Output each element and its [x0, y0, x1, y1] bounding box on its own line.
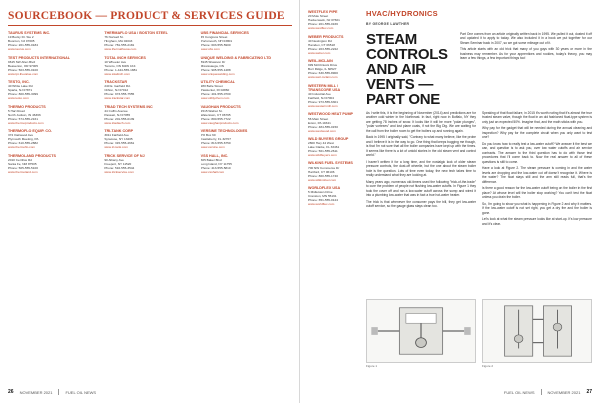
company-detail: Cranston, MN 55191 [308, 194, 337, 199]
company-website-link[interactable]: www.totalinch.com [104, 71, 130, 76]
company-detail: 9615 SW Allen Blvd [8, 59, 36, 64]
company-detail: Phone: 651-555-0124 [308, 198, 338, 203]
company-detail: Phone: 315-555-4661 [104, 141, 135, 146]
paragraph-13: So, I'm going to show you what is happening in Figure 2 and why it matters. If the low-water cutoff is not set right, you get a dry fire and the boiler is gone. [482, 201, 592, 215]
article-top [366, 32, 592, 107]
body-column-2 [482, 111, 592, 291]
company-name: THERMO PRODUCTS [8, 104, 46, 109]
company-website-link[interactable]: www.tri-tank.com [104, 145, 128, 150]
byline: BY GEORGE LAWTHER [366, 22, 410, 26]
company-detail: Freeport, NY 11520 [104, 161, 132, 166]
company-website-link[interactable]: www.vaughanproducts.com [200, 120, 239, 125]
company-website-link[interactable]: www.worldflex.com [308, 202, 335, 207]
company-detail: 40 White Lake Rd [8, 84, 33, 89]
directory-columns [8, 31, 292, 371]
company-detail: Phone: 781-555-2181 [104, 43, 135, 48]
figure-1-caption: Figure 1 [366, 364, 378, 368]
directory-entry [8, 105, 99, 126]
company-detail: Hamden, CT 06518 [308, 42, 335, 47]
company-detail: Long Island, NY 11755 [200, 161, 232, 166]
company-name: WESTFLEX PIPE [308, 10, 338, 14]
footer-date-right: NOVEMBER 2021 [547, 389, 581, 395]
company-name: TAURUS SYSTEMS INC. [8, 31, 51, 35]
company-name: TRI-TANK CORP [104, 129, 134, 133]
figures [366, 295, 592, 368]
company-name: TEST PRODUCTS INTERNATIONAL [8, 55, 71, 60]
company-detail: Burr Ridge, IL 60527 [308, 67, 337, 72]
company-detail: Toronto, ON M2W 1K4 [104, 63, 136, 68]
company-website-link[interactable]: www.tpi-thevalue.com [8, 71, 39, 76]
directory-entry [201, 80, 292, 101]
company-detail: 240 E. Garfield Rd. [104, 84, 131, 89]
company-detail: Phone: 973-555-6301 [308, 100, 338, 105]
company-website-link[interactable]: www.trickservice.com [104, 169, 134, 174]
page-number-left: 26 [8, 389, 14, 395]
company-detail: Phone: 800-555-7722 [200, 116, 231, 121]
company-website-link[interactable]: www.wilkinsfuel.com [308, 177, 337, 182]
right-page [300, 0, 600, 403]
company-website-link[interactable]: www.vsshall.com [200, 169, 225, 174]
paragraph-8: Speaking of that float failure, in 2015 it's worth noting that it's almost the true trusted steam valve, though the float in an old fashioned float-type system is only just an expected 50%. Imagine that, and the math sticks with you. [482, 111, 592, 124]
company-detail: 305 Baker Blvd [200, 157, 222, 162]
company-name: TRACKSTAR [104, 80, 127, 84]
company-website-link[interactable]: www.ubs.com [200, 47, 220, 52]
footer-separator [58, 389, 59, 395]
company-detail: Phone: 401-555-0700 [200, 92, 231, 97]
company-detail: Pawtucket, RI 02860 [200, 88, 230, 93]
company-name: THERMAFLO USA / BOSTON STEEL [104, 31, 168, 35]
company-detail: 40 Newington Rd [308, 38, 332, 43]
company-detail: Lake Clarke, FL 33461 [308, 145, 340, 150]
directory-entry [201, 129, 292, 150]
company-detail: Passaic, NJ 07055 [104, 112, 131, 117]
company-detail: Sparta, NJ 07871 [8, 88, 33, 93]
company-detail: Phone: 201-555-0166 [308, 22, 338, 27]
company-name: WESTERN MILL / TRANSCORE USA [308, 83, 341, 92]
company-website-link[interactable]: www.taurus.com [8, 47, 31, 52]
company-detail: Phone: 813-555-6750 [200, 141, 231, 146]
company-detail: Beaverton, OR 97005 [8, 63, 38, 68]
company-name: THERMOLAND PRODUCTS [8, 153, 56, 158]
paragraph-4: Back in 1995 I originally said, "Contrary to what many believe, like the probe and I believe it is in the way to go. One thing that keeps bugging me though, is that I'm not sure that all the boiler companies have kept up with the times. It seems like there is a lot of untold stories in the old steam vent and control world." [366, 135, 476, 158]
directory-entry [201, 31, 292, 52]
article [366, 0, 592, 380]
directory-column-2 [104, 31, 195, 371]
directory-entry [8, 31, 99, 52]
paragraph-7: The trick is that whenever the consumer pays the bill, they get low-water cutoff service, so the gauge glass stays clean too. [366, 199, 476, 209]
company-detail: 10 Wheeler Ave [104, 59, 127, 64]
figure-2-caption: Figure 2 [482, 364, 494, 368]
company-name: VERSINE TECHNOLOGIES [200, 129, 248, 133]
company-detail: 2800 Hwy 44 West [308, 141, 334, 146]
company-detail: Phone: 603-555-5900 [200, 43, 231, 48]
company-detail: 5 Midletown Drive [308, 190, 333, 195]
company-website-link[interactable]: www.thermaflousa.com [104, 47, 137, 52]
sourcebook-header: SOURCEBOOK — PRODUCT & SERVICES GUIDE [8, 10, 285, 22]
company-detail: Phone: 561-555-2611 [308, 149, 338, 154]
directory-entry [308, 59, 360, 80]
directory-entry [201, 154, 292, 175]
company-detail: Phone: 800-555-3099 [8, 92, 38, 97]
company-detail: 40 Industrial Ave [308, 92, 331, 97]
paragraph-14: Let's look at what the steam pressure looks like at start-up. It's low pressure and it's clear. [482, 217, 592, 226]
body-column-1 [366, 111, 476, 291]
company-detail: Phone: 503-555-0100 [8, 67, 38, 72]
paragraph-2: This article starts with an old trick that many of you guys with 30 years or more in the business may remember. As for your apprentices and rookies, today's theory, you may learn a few things, a few important things too! [460, 47, 592, 61]
directory-entry [8, 154, 99, 175]
company-website-link[interactable]: www.westernmill.com [308, 104, 338, 109]
company-website-link[interactable]: www.versine.com [200, 145, 225, 150]
company-detail: 76 Norwell St. [104, 35, 124, 40]
directory-column-3 [201, 31, 292, 371]
company-website-link[interactable]: www.uniquewelding.com [200, 71, 235, 76]
company-name: WILKINS FUEL SYSTEMS [308, 161, 353, 166]
company-detail: 5 Hart Road [8, 108, 25, 113]
company-website-link[interactable]: www.weber.com [308, 50, 331, 55]
directory-entry [8, 129, 99, 150]
company-detail: Hingham, MA 02043 [104, 39, 133, 44]
headline: STEAM CONTROLS AND AIR VENTS — PART ONE [366, 31, 448, 108]
company-website-link[interactable]: www.testo.com [8, 96, 29, 101]
left-footer [8, 387, 292, 397]
directory-entry [308, 35, 360, 56]
company-detail: Exton, PA 19341 [308, 120, 331, 125]
company-name: WEBER PRODUCTS [308, 34, 344, 39]
directory-entry [8, 56, 99, 77]
directory-entry [104, 80, 195, 101]
company-detail: 45 Congress Street [200, 35, 228, 40]
footer-publication-right: FUEL OIL NEWS [503, 389, 535, 395]
directory-entry [308, 10, 360, 31]
company-name: UTILITY CHEMICAL [200, 80, 236, 84]
company-name: WORLDFLEX USA [308, 185, 341, 190]
company-name: UBS FINANCIAL SERVICES [200, 31, 249, 35]
company-name: TESTO, INC. [8, 80, 30, 84]
company-detail: Phone: 484-555-0150 [308, 124, 338, 129]
company-detail: PO Box 60 [200, 133, 216, 138]
company-detail: Boonton, NJ 07005 [8, 39, 35, 44]
company-website-link[interactable]: www.triadtech.com [104, 120, 131, 125]
company-name: TOTAL INCH SERVICES [104, 55, 146, 60]
directory-entry [104, 31, 195, 52]
company-detail: Hartford, CT 06106 [308, 169, 335, 174]
company-detail: Phone: 630-555-8900 [308, 71, 338, 76]
paragraph-11: Have a look at Figure 2. The steam pressure is coming in and the water levels are dropping and the low-water cut off doesn't recognise it. Where is the water? The float stays still and the arm still reads full, that's the difference. [482, 166, 592, 184]
company-detail: Mississauga, ON [200, 63, 225, 68]
directory-entry [8, 80, 99, 101]
directory-entry [308, 137, 360, 158]
company-website-link[interactable]: www.weil-mclain.com [308, 75, 338, 80]
header-rule [8, 25, 292, 26]
company-detail: 90 Albany Ave [104, 157, 124, 162]
figure-2-illustration [482, 299, 592, 363]
company-detail: Clifton, NJ 07012 [104, 88, 129, 93]
company-detail: Watertown, CT 06795 [200, 112, 231, 117]
directory-entry [104, 105, 195, 126]
company-website-link[interactable]: www.westflex.com [308, 26, 334, 31]
company-detail: Phone: 860-555-1740 [308, 173, 338, 178]
directory-entry [308, 161, 360, 182]
company-detail: 280 Belle Street [200, 84, 223, 89]
directory-entry [104, 56, 195, 77]
company-detail: Fairfield, NJ 07004 [308, 96, 334, 101]
company-detail: Plymouth Meeting, PA [8, 137, 39, 142]
paragraph-5: I haven't written it for a long time, and the nostalgic look of older steam pressure controls, the dust-off wheelie, but the one about the steam boiler hole is the question. Lots of time even today, the new tech takes time to really understand what they are looking at. [366, 159, 476, 178]
intro-paragraph: Part One comes from an article originally written back in 1995. We pulled it out, dusted it off and updated it to apply to today. We also included it in a book we put together for our Steam Seminar back in 2007, so we got some mileage out of it. [460, 32, 592, 45]
figure-1-illustration [366, 299, 476, 363]
company-detail: Phone: 574-555-2161 [8, 116, 38, 121]
company-detail: Hackensack, NJ 07601 [308, 18, 340, 23]
company-detail: 19 Bucky Dr. Ste 2 [8, 35, 34, 40]
paragraph-6: Many years ago, numerous old-timers used the following "trick-of-the-trade" to cure the problem of people not flushing low-water cutoffs. In Figure 1 they took the cover off and ran a low-water cutoff across the sump and wired it into a plumbing low-water that was in fact a true hot-water heater. [366, 179, 476, 198]
directory-column-1 [8, 31, 99, 371]
company-website-link[interactable]: www.westwood.com [308, 128, 336, 133]
directory-entry [308, 84, 360, 109]
page-number-right: 27 [586, 389, 592, 395]
company-name: THERMOFLO EQUIP. CO. [8, 129, 52, 133]
company-detail: 700 NW Commerce Dr [308, 165, 340, 170]
company-detail: Phone: 203-555-2222 [308, 46, 338, 51]
figure-1 [366, 295, 476, 368]
company-detail: 3011 Fairfield Ave [104, 133, 129, 138]
company-name: TRICK SERVICE OF NJ [104, 153, 145, 158]
company-website-link[interactable]: www.trackstar.com [104, 96, 131, 101]
company-detail: 56 Main Street [308, 116, 329, 121]
directory-entry [308, 112, 360, 133]
company-detail: Phone: 516-555-3544 [104, 165, 135, 170]
directory-entry [201, 56, 292, 77]
paragraph-10: Do you know how to really test a low-water cutoff? We answer it the best we can, and question is to ask you, over low water cutoffs and air service contracts. The answer to the third question has to do with those test procedures that I'll come back to. Now the real answer to all of these questions is still to come. [482, 141, 592, 164]
company-detail: 2010 Cerrillos Rd [8, 157, 32, 162]
directory-entry [104, 129, 195, 150]
company-detail: 372 Oakwood Ave [8, 133, 34, 138]
company-detail: 44 Coffin Avenue [104, 108, 128, 113]
company-detail: 999 McClintock Drive [308, 63, 338, 68]
company-detail: 20 Mule Street [308, 14, 329, 19]
company-website-link[interactable]: www.thermoproducts.com [8, 120, 44, 125]
footer-date-left: NOVEMBER 2021 [19, 389, 53, 395]
paragraph-3: As I write this, it is the beginning of November (2014) and predictions are for another cold winter in the Northeast. In fact, right now in Buffalo, NY they are getting 78 inches of snow. It looks like it will be more "polar plunges", "polar vortexes" and lost plane coats, if not the Big Dig. We are waiting for the call from the boiler room to get the boilers up and running again. [366, 111, 476, 133]
company-detail: Syracuse, NY 13205 [104, 137, 133, 142]
company-detail: 5945 Shawson Dr [200, 59, 226, 64]
company-website-link[interactable]: www.thermoland.com [8, 169, 38, 174]
company-website-link[interactable]: www.thermoflo.com [8, 145, 35, 150]
company-name: VAUGHAN PRODUCTS [200, 104, 241, 109]
company-detail: Phone: 905-555-1488 [200, 67, 231, 72]
article-body [366, 111, 592, 291]
intro-column [460, 32, 592, 107]
company-website-link[interactable]: www.wildbuyers.com [308, 153, 337, 158]
section-tag: HVAC/HYDRONICS [366, 9, 438, 18]
company-name: VSS HALL, INC. [200, 153, 229, 158]
paragraph-9: Why pay for the gadget that will be needed during the annual cleaning and inspection? Why pay for the complete circuit when you only want to test one? [482, 126, 592, 140]
company-detail: Castleberry, FL 32707 [200, 137, 231, 142]
right-footer [308, 387, 592, 397]
company-name: WILD BUYERS GROUP [308, 136, 349, 141]
footer-publication-left: FUEL OIL NEWS [65, 389, 97, 395]
company-detail: Phone: 973-555-7555 [104, 92, 135, 97]
company-name: TRIAD TECH SYSTEMS INC [104, 104, 153, 109]
company-detail: Phone: 201-555-0184 [8, 43, 38, 48]
company-detail: Phone: 610-555-2882 [8, 141, 38, 146]
directory-entry [104, 154, 195, 175]
directory-entry [201, 105, 292, 126]
company-detail: Portsmouth, NH 03801 [200, 39, 233, 44]
directory-entry [308, 186, 360, 207]
company-detail: Phone: 1-444-555-1881 [104, 67, 138, 72]
company-detail: Phone: 413-555-5810 [200, 165, 231, 170]
figure-2 [482, 295, 592, 368]
company-detail: Phone: 201-555-0139 [104, 116, 135, 121]
company-website-link[interactable]: www.utilitychem.com [200, 96, 230, 101]
directory-column-4 [308, 0, 360, 380]
company-detail: Santa Fe, NM 87505 [8, 161, 37, 166]
title-column [366, 32, 454, 107]
footer-separator-right [541, 389, 542, 395]
company-detail: 1515 Walnut St. [200, 108, 223, 113]
company-name: WEIL-MCLAIN [308, 59, 333, 63]
paragraph-12: Is there a good reason for the low-water cutoff being on the boiler in the first place? At whose level will the boiler stop working? You can't test the float unless you drain the boiler. [482, 186, 592, 200]
company-detail: North Judson, IN 46366 [8, 112, 41, 117]
company-name: WESTWOOD HEAT PUMP [308, 112, 353, 117]
company-name: UNIQUE WELDING & FABRICATING LTD [200, 55, 271, 60]
company-detail: Phone: 505-555-5100 [8, 165, 38, 170]
